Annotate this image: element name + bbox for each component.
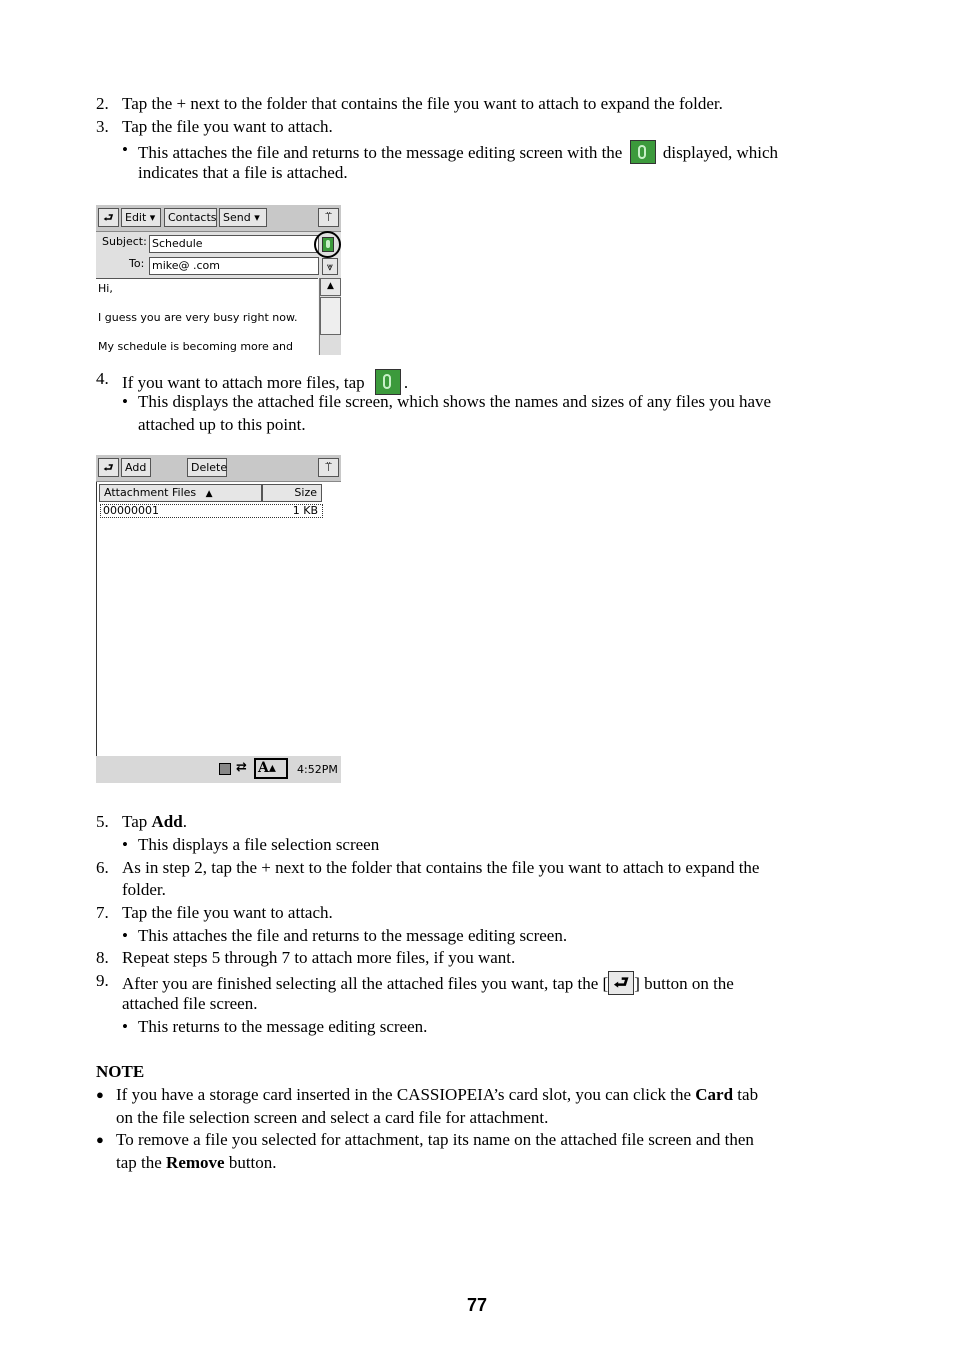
bullet-4a-marker: • — [122, 392, 128, 411]
clock-time: 4:52PM — [297, 763, 338, 776]
note-1 — [116, 1085, 758, 1105]
step-5-post: . — [182, 812, 187, 831]
step-9-post: ] button on the — [634, 974, 734, 993]
bullet-9a-marker: • — [122, 1017, 128, 1036]
note-2-text: To remove a file you selected for attachment, tap its name on the attached file screen and then — [116, 1130, 754, 1149]
subject-field[interactable]: Schedule — [149, 235, 319, 253]
step-9 — [122, 971, 734, 995]
to-label: To: — [129, 257, 145, 270]
note-2-marker: ● — [96, 1132, 104, 1147]
step-5-pre: Tap — [122, 812, 152, 831]
body-line: My schedule is becoming more and — [98, 340, 294, 353]
bullet-4a: This displays the attached file screen, which shows the names and sizes of any files you have — [138, 392, 772, 411]
header-fields — [96, 232, 341, 278]
table-row[interactable] — [100, 504, 323, 518]
step-5 — [122, 812, 187, 832]
step-8-text: Repeat steps 5 through 7 to attach more files, if you want. — [122, 948, 516, 967]
back-arrow-icon[interactable]: ⮐ — [98, 458, 119, 477]
scroll-up-icon[interactable]: ▲ — [320, 278, 341, 296]
sort-ascending-icon: ▲ — [205, 489, 213, 499]
column-name-label: Attachment Files — [104, 486, 197, 499]
note-title: NOTE — [96, 1062, 145, 1081]
step-6-continued: folder. — [122, 880, 166, 899]
attached-files-screenshot — [96, 455, 341, 783]
add-button[interactable]: Add — [121, 458, 151, 477]
note-1-marker: ● — [96, 1087, 104, 1102]
wireless-icon[interactable]: ⍡ — [318, 208, 339, 227]
page-number: 77 — [466, 1295, 488, 1315]
row-file-size: 1 KB — [292, 504, 318, 517]
add-keyword: Add — [151, 812, 183, 831]
body-line: Hi, — [98, 282, 113, 295]
wireless-icon[interactable]: ⍡ — [318, 458, 339, 477]
bullet-3a — [138, 140, 778, 164]
note-1-pre: If you have a storage card inserted in the CASSIOPEIA’s card slot, you can click the — [116, 1085, 696, 1104]
bullet-5a: This displays a file selection screen — [138, 835, 380, 854]
back-arrow-icon: ⮐ — [608, 971, 634, 995]
step-5-number: 5. — [96, 812, 109, 831]
taskbar — [96, 756, 341, 783]
attachment-clip-icon[interactable] — [322, 237, 334, 252]
note-2-continued — [116, 1153, 277, 1173]
step-6-number: 6. — [96, 858, 109, 877]
note-1-continued: on the file selection screen and select a card file for attachment. — [116, 1108, 549, 1127]
back-arrow-icon[interactable]: ⮐ — [98, 208, 119, 227]
subject-label: Subject: — [102, 235, 147, 248]
bullet-3a-marker: • — [122, 140, 128, 159]
send-label: Send — [223, 211, 251, 224]
file-list — [96, 482, 341, 756]
connection-icon[interactable]: ⇄ — [236, 760, 247, 775]
bullet-7a-marker: • — [122, 926, 128, 945]
input-mode-icon[interactable]: A▴ — [254, 758, 288, 779]
scroll-thumb[interactable] — [320, 297, 341, 335]
contacts-label: Contacts — [168, 211, 217, 224]
step-7-number: 7. — [96, 903, 109, 922]
column-header-size[interactable]: Size — [262, 484, 322, 502]
toolbar — [96, 205, 341, 232]
step-4-number: 4. — [96, 369, 109, 388]
bullet-5a-marker: • — [122, 835, 128, 854]
step-4-post: . — [403, 373, 409, 392]
step-3-number: 3. — [96, 117, 109, 136]
message-body[interactable] — [96, 278, 318, 355]
note-2-cont-pre: tap the — [116, 1153, 167, 1172]
row-file-name: 00000001 — [103, 504, 159, 517]
step-3-text: Tap the file you want to attach. — [122, 117, 333, 136]
card-keyword: Card — [695, 1085, 734, 1104]
paperclip-icon — [630, 140, 656, 164]
step-9-pre: After you are finished selecting all the attached files you want, tap the [ — [122, 974, 609, 993]
bullet-4a-continued: attached up to this point. — [138, 415, 306, 434]
step-9-continued: attached file screen. — [122, 994, 258, 1013]
keyboard-icon[interactable] — [219, 763, 231, 775]
step-2-text: Tap the + next to the folder that contains the file you want to attach to expand the folder. — [122, 94, 723, 113]
bullet-3a-continued: indicates that a file is attached. — [138, 163, 348, 182]
send-menu-button[interactable]: Send ▾ — [219, 208, 267, 227]
note-1-post: tab — [733, 1085, 759, 1104]
to-field[interactable]: mike@ .com — [149, 257, 319, 275]
note-2-cont-post: button. — [224, 1153, 277, 1172]
bullet-3a-pre: This attaches the file and returns to the message editing screen with the — [138, 143, 623, 162]
contacts-button[interactable] — [164, 208, 217, 227]
expand-down-icon[interactable]: ⩔ — [322, 258, 338, 275]
body-line: I guess you are very busy right now. — [98, 311, 298, 324]
step-4-pre: If you want to attach more files, tap — [122, 373, 365, 392]
step-9-number: 9. — [96, 971, 109, 990]
remove-keyword: Remove — [166, 1153, 225, 1172]
edit-menu-button[interactable]: Edit ▾ — [121, 208, 161, 227]
scrollbar[interactable] — [319, 278, 341, 355]
bullet-3a-post: displayed, which — [662, 143, 779, 162]
toolbar — [96, 455, 341, 482]
step-8-number: 8. — [96, 948, 109, 967]
message-edit-screenshot — [96, 205, 341, 355]
bullet-7a: This attaches the file and returns to the message editing screen. — [138, 926, 568, 945]
edit-label: Edit — [125, 211, 147, 224]
step-2-number: 2. — [96, 94, 109, 113]
delete-button[interactable]: Delete — [187, 458, 227, 477]
step-6-text: As in step 2, tap the + next to the folder that contains the file you want to attach to expand the — [122, 858, 760, 877]
step-7-text: Tap the file you want to attach. — [122, 903, 333, 922]
bullet-9a: This returns to the message editing screen. — [138, 1017, 428, 1036]
column-header-name[interactable] — [99, 484, 262, 502]
